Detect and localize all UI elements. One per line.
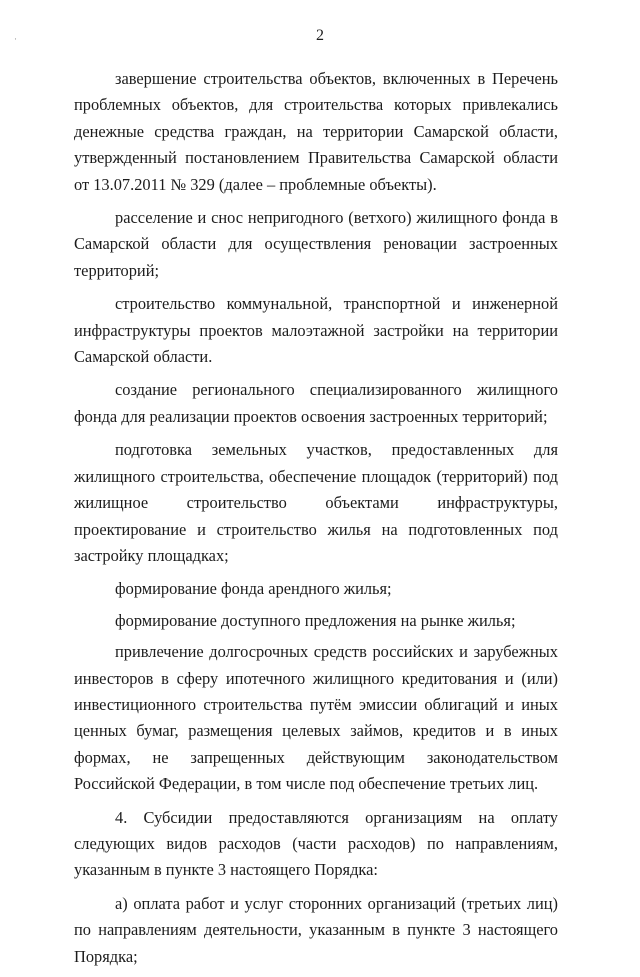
- paragraph-investors: привлечение долгосрочных средств российских и зарубежных инвесторов в сферу ипотечного жилищного кредитования и (или) инвестиционного строительства путём эмиссии облигаций и иных ценных бумаг, размещения целевых займов, кредитов и в иных формах, не запрещенных действующим законодательством Российской Федерации, в том числе под обеспечение третьих лиц.: [74, 642, 558, 794]
- paragraph-land-preparation: подготовка земельных участков, предоставленных для жилищного строительства, обеспечение площадок (территорий) под жилищное строительство объектами инфраструктуры, проектирование и строительство жилья на подготовленных под застройку площадках;: [74, 440, 558, 565]
- page-number: 2: [316, 27, 324, 44]
- paragraph-subsidies: 4. Субсидии предоставляются организациям на оплату следующих видов расходов (части расходов) по направлениям, указанным в пункте 3 настоящего Порядка:: [74, 807, 558, 880]
- paragraph-affordable-offer: формирование доступного предложения на рынке жилья;: [115, 610, 516, 630]
- paragraph-infrastructure: строительство коммунальной, транспортной и инженерной инфраструктуры проектов малоэтажной застройки на территории Самарской области.: [74, 294, 558, 367]
- paragraph-specialized-fund: создание регионального специализированного жилищного фонда для реализации проектов освоения застроенных территорий;: [74, 380, 558, 426]
- document-body: [74, 66, 558, 977]
- paragraph-rental-fund: формирование фонда арендного жилья;: [115, 579, 392, 599]
- paragraph-problem-objects: завершение строительства объектов, включенных в Перечень проблемных объектов, для строительства которых привлекались денежные средства граждан, на территории Самарской области, утвержденный постановлением Правительства Самарской области от 13.07.2011 № 329 (далее – проблемные объекты).: [74, 69, 558, 194]
- paragraph-resettlement: расселение и снос непригодного (ветхого) жилищного фонда в Самарской области для осуществления реновации застроенных территорий;: [74, 208, 558, 280]
- margin-mark: ·: [14, 34, 17, 44]
- paragraph-item-a: а) оплата работ и услуг сторонних организаций (третьих лиц) по направлениям деятельности, указанным в пункте 3 настоящего Порядка;: [74, 893, 558, 966]
